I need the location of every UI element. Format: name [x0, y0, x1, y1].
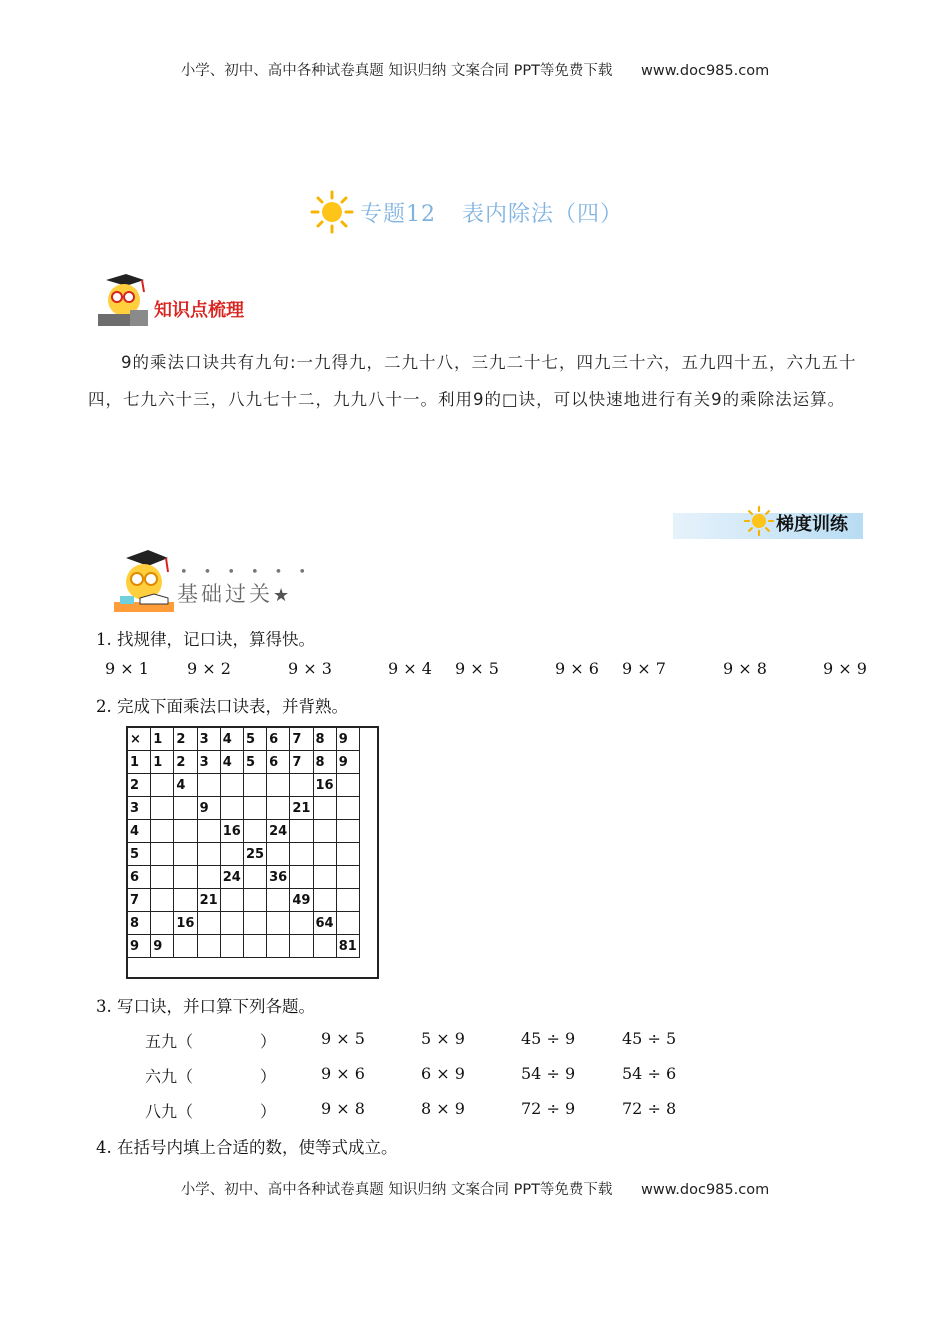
table-cell: 24 — [267, 820, 290, 843]
q1-item: 9 × 5 — [455, 659, 499, 678]
table-cell: 24 — [220, 866, 243, 889]
table-cell: 21 — [290, 797, 313, 820]
q3-expr: 5 × 9 — [421, 1029, 465, 1048]
table-cell[interactable] — [220, 889, 243, 912]
table-cell[interactable] — [290, 843, 313, 866]
header-text: 小学、初中、高中各种试卷真题 知识归纳 文案合同 PPT等免费下载 — [180, 63, 613, 79]
table-cell: 6 — [267, 751, 290, 774]
table-header-cell: 5 — [243, 728, 266, 751]
table-cell[interactable] — [220, 843, 243, 866]
table-header-cell: 8 — [313, 728, 336, 751]
table-cell[interactable] — [267, 797, 290, 820]
table-cell[interactable] — [243, 889, 266, 912]
table-cell[interactable] — [313, 935, 336, 958]
q3-expr: 54 ÷ 9 — [521, 1064, 576, 1083]
table-cell: 16 — [313, 774, 336, 797]
table-cell[interactable] — [290, 774, 313, 797]
title-topic: 表内除法（四） — [462, 202, 624, 227]
table-header-cell: 4 — [128, 820, 151, 843]
knowledge-paragraph: 9的乘法口诀共有九句:一九得九，二九十八，三九二十七，四九三十六，五九四十五，六九五十四，七九六十三，八九七十二，九九八十一。利用9的□诀，可以快速地进行有关9的乘除法运算。 — [88, 353, 857, 409]
page-footer — [0, 1178, 950, 1199]
table-cell[interactable] — [197, 935, 220, 958]
table-cell[interactable] — [243, 935, 266, 958]
table-cell[interactable] — [267, 889, 290, 912]
table-cell[interactable] — [151, 866, 174, 889]
table-cell[interactable] — [243, 912, 266, 935]
table-header-cell: 2 — [128, 774, 151, 797]
star-icon: ★ — [273, 585, 293, 606]
question-3: 3. 写口诀，并口算下列各题。 — [96, 997, 315, 1016]
table-cell[interactable] — [151, 912, 174, 935]
table-cell: 9 — [197, 797, 220, 820]
table-cell: 2 — [174, 751, 197, 774]
question-2: 2. 完成下面乘法口诀表，并背熟。 — [96, 697, 348, 716]
q3-answer-close: ） — [260, 1102, 277, 1121]
table-cell: 81 — [336, 935, 359, 958]
q3-expr: 72 ÷ 9 — [521, 1099, 576, 1118]
table-cell[interactable] — [336, 912, 359, 935]
table-row — [128, 866, 360, 889]
table-cell[interactable] — [243, 820, 266, 843]
table-row — [128, 797, 360, 820]
table-cell[interactable] — [220, 774, 243, 797]
q3-expr: 9 × 5 — [321, 1029, 365, 1048]
table-cell[interactable] — [174, 843, 197, 866]
table-cell: 8 — [313, 751, 336, 774]
q3-label: 五九（ — [145, 1032, 194, 1051]
table-cell[interactable] — [313, 889, 336, 912]
question-4: 4. 在括号内填上合适的数，使等式成立。 — [96, 1138, 398, 1157]
table-header-cell: 3 — [197, 728, 220, 751]
table-cell[interactable] — [336, 866, 359, 889]
title-prefix: 专题12 — [360, 202, 436, 227]
table-row — [128, 774, 360, 797]
table-cell: 16 — [174, 912, 197, 935]
table-cell: 5 — [243, 751, 266, 774]
table-cell[interactable] — [174, 935, 197, 958]
table-row — [128, 728, 360, 751]
sun-icon-small — [742, 505, 776, 537]
q3-expr: 9 × 8 — [321, 1099, 365, 1118]
table-header-cell: 6 — [128, 866, 151, 889]
table-cell[interactable] — [267, 774, 290, 797]
table-cell[interactable] — [220, 935, 243, 958]
q1-item: 9 × 3 — [288, 659, 332, 678]
q3-label: 八九（ — [145, 1102, 194, 1121]
header-url: www.doc985.com — [641, 63, 770, 79]
table-cell[interactable] — [174, 866, 197, 889]
table-cell: 7 — [290, 751, 313, 774]
reading-mascot-icon — [106, 548, 178, 618]
q1-item: 9 × 7 — [622, 659, 666, 678]
q1-item: 9 × 1 — [105, 659, 149, 678]
table-cell: 21 — [197, 889, 220, 912]
q1-item: 9 × 2 — [187, 659, 231, 678]
q3-expr: 9 × 6 — [321, 1064, 365, 1083]
table-cell[interactable] — [313, 797, 336, 820]
footer-url: www.doc985.com — [641, 1182, 770, 1198]
basic-heading-text: 基础过关 — [177, 582, 273, 606]
q3-answer-close: ） — [260, 1067, 277, 1086]
table-header-cell: 1 — [128, 751, 151, 774]
q3-label: 六九（ — [145, 1067, 194, 1086]
table-header-cell: 9 — [128, 935, 151, 958]
table-cell[interactable] — [267, 912, 290, 935]
q3-expr: 54 ÷ 6 — [622, 1064, 677, 1083]
q3-expr: 45 ÷ 5 — [622, 1029, 677, 1048]
table-cell[interactable] — [151, 889, 174, 912]
table-cell[interactable] — [197, 866, 220, 889]
table-header-cell: 8 — [128, 912, 151, 935]
table-header-cell: 7 — [290, 728, 313, 751]
table-header-cell: × — [128, 728, 151, 751]
q3-expr: 8 × 9 — [421, 1099, 465, 1118]
table-cell[interactable] — [174, 797, 197, 820]
table-cell: 3 — [197, 751, 220, 774]
q3-expr: 6 × 9 — [421, 1064, 465, 1083]
table-cell: 9 — [336, 751, 359, 774]
table-cell[interactable] — [290, 912, 313, 935]
table-header-cell: 6 — [267, 728, 290, 751]
table-header-cell: 7 — [128, 889, 151, 912]
table-cell: 36 — [267, 866, 290, 889]
q1-item: 9 × 4 — [388, 659, 432, 678]
table-cell[interactable] — [336, 820, 359, 843]
table-cell: 9 — [151, 935, 174, 958]
knowledge-heading: 知识点梳理 — [154, 300, 244, 321]
table-cell[interactable] — [267, 935, 290, 958]
table-cell[interactable] — [197, 912, 220, 935]
table-header-cell: 4 — [220, 728, 243, 751]
table-row — [128, 912, 360, 935]
table-row — [128, 935, 360, 958]
q1-item: 9 × 6 — [555, 659, 599, 678]
table-cell[interactable] — [336, 889, 359, 912]
table-cell[interactable] — [243, 797, 266, 820]
table-cell: 4 — [174, 774, 197, 797]
table-cell[interactable] — [336, 843, 359, 866]
table-row — [128, 820, 360, 843]
table-cell: 16 — [220, 820, 243, 843]
table-cell[interactable] — [313, 843, 336, 866]
table-cell[interactable] — [151, 797, 174, 820]
training-heading: 梯度训练 — [776, 514, 848, 535]
table-header-cell: 2 — [174, 728, 197, 751]
table-cell[interactable] — [313, 820, 336, 843]
table-cell[interactable] — [197, 843, 220, 866]
table-cell[interactable] — [313, 866, 336, 889]
q1-item: 9 × 9 — [823, 659, 867, 678]
table-cell: 1 — [151, 751, 174, 774]
table-header-cell: 3 — [128, 797, 151, 820]
table-cell: 4 — [220, 751, 243, 774]
table-cell[interactable] — [243, 774, 266, 797]
table-header-cell: 5 — [128, 843, 151, 866]
table-cell[interactable] — [174, 820, 197, 843]
footer-text: 小学、初中、高中各种试卷真题 知识归纳 文案合同 PPT等免费下载 — [180, 1182, 613, 1198]
page-title — [360, 197, 623, 228]
table-cell: 25 — [243, 843, 266, 866]
q3-expr: 72 ÷ 8 — [622, 1099, 677, 1118]
q1-item: 9 × 8 — [723, 659, 767, 678]
table-cell: 49 — [290, 889, 313, 912]
table-cell: 64 — [313, 912, 336, 935]
dots-decoration: •••••• — [180, 565, 323, 580]
q3-expr: 45 ÷ 9 — [521, 1029, 576, 1048]
table-cell[interactable] — [220, 912, 243, 935]
multiplication-table — [127, 727, 360, 958]
page-header — [0, 59, 950, 80]
table-cell[interactable] — [290, 820, 313, 843]
title-area — [0, 190, 950, 234]
table-cell[interactable] — [174, 889, 197, 912]
table-cell[interactable] — [336, 774, 359, 797]
table-cell[interactable] — [267, 843, 290, 866]
table-cell[interactable] — [151, 820, 174, 843]
table-cell[interactable] — [290, 866, 313, 889]
table-cell[interactable] — [220, 797, 243, 820]
scholar-mascot-icon — [92, 270, 154, 332]
table-cell[interactable] — [336, 797, 359, 820]
table-cell[interactable] — [197, 820, 220, 843]
sun-icon — [308, 190, 356, 234]
table-cell[interactable] — [243, 866, 266, 889]
table-header-cell: 9 — [336, 728, 359, 751]
table-row — [128, 843, 360, 866]
question-1: 1. 找规律，记口诀，算得快。 — [96, 630, 315, 649]
q3-answer-close: ） — [260, 1032, 277, 1051]
table-row — [128, 889, 360, 912]
basic-heading — [177, 578, 292, 608]
table-cell[interactable] — [197, 774, 220, 797]
table-cell[interactable] — [151, 843, 174, 866]
table-cell[interactable] — [290, 935, 313, 958]
table-cell[interactable] — [151, 774, 174, 797]
table-header-cell: 1 — [151, 728, 174, 751]
table-row — [128, 751, 360, 774]
